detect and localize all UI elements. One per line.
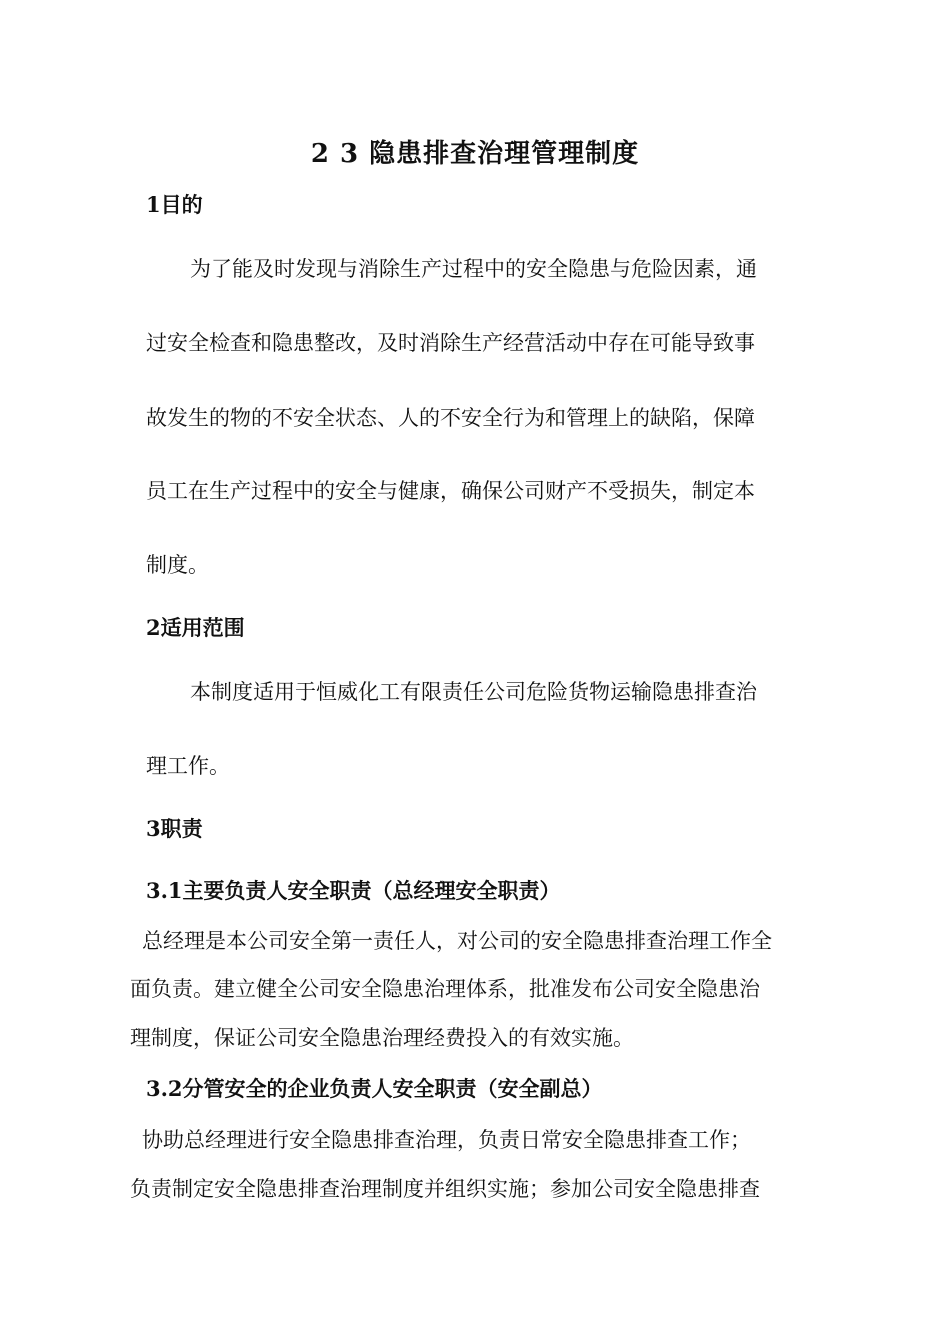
section-3-1-line-3: 理制度，保证公司安全隐患治理经费投入的有效实施。 — [130, 1026, 634, 1050]
section-2-line-2: 理工作。 — [146, 754, 230, 778]
section-3-2-line-2: 负责制定安全隐患排查治理制度并组织实施；参加公司安全隐患排查 — [130, 1177, 760, 1201]
section-1-line-2: 过安全检查和隐患整改，及时消除生产经营活动中存在可能导致事 — [146, 331, 755, 355]
section-2-line-1: 本制度适用于恒威化工有限责任公司危险货物运输隐患排查治 — [190, 680, 757, 704]
section-3-1-line-1: 总经理是本公司安全第一责任人，对公司的安全隐患排查治理工作全 — [142, 929, 772, 953]
section-3-2-heading: 3.2分管安全的企业负责人安全职责（安全副总） — [146, 1076, 603, 1101]
document-title: 2 3 隐患排查治理管理制度 — [310, 139, 640, 169]
section-3-2-line-1: 协助总经理进行安全隐患排查治理，负责日常安全隐患排查工作； — [142, 1128, 751, 1152]
section-1-line-4: 员工在生产过程中的安全与健康，确保公司财产不受损失，制定本 — [146, 479, 755, 503]
section-1-line-3: 故发生的物的不安全状态、人的不安全行为和管理上的缺陷，保障 — [146, 406, 755, 430]
section-3-heading: 3职责 — [146, 816, 203, 841]
section-2-heading: 2适用范围 — [146, 615, 245, 640]
section-3-1-line-2: 面负责。建立健全公司安全隐患治理体系，批准发布公司安全隐患治 — [130, 977, 760, 1001]
section-3-1-heading: 3.1主要负责人安全职责（总经理安全职责） — [146, 878, 561, 903]
section-1-heading: 1目的 — [146, 192, 203, 217]
section-1-line-5: 制度。 — [146, 553, 209, 577]
section-1-line-1: 为了能及时发现与消除生产过程中的安全隐患与危险因素，通 — [190, 257, 757, 281]
